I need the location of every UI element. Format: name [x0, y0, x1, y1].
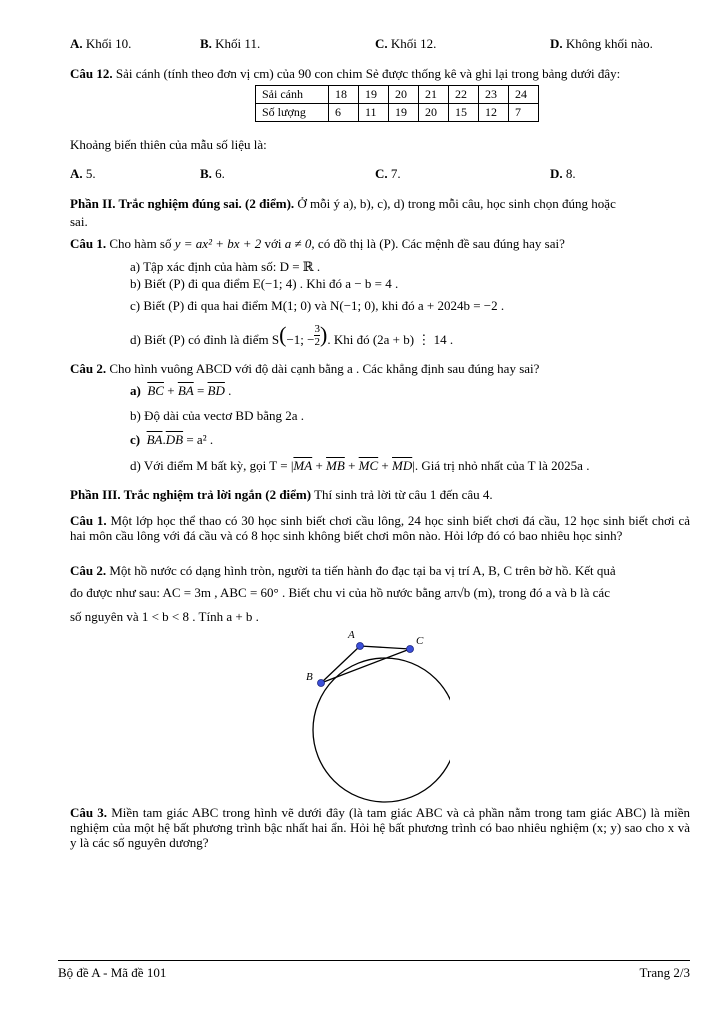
q11-options [70, 36, 670, 54]
part2-instruction-cont: sai. [70, 214, 88, 229]
part2-heading: Phần II. Trắc nghiệm đúng sai. (2 điểm). Ở mỗi ý a), b), c), d) trong mỗi câu, học sinh chọn đúng hoặc [70, 196, 616, 211]
q12-option-d: D. 8. [550, 166, 576, 181]
label-c: C [416, 635, 424, 647]
table-cell: 6 [329, 104, 359, 122]
table-header-cell: Số lượng [256, 104, 329, 122]
q11-option-a: A. Khối 10. [70, 36, 132, 51]
q11-option-b: B. Khối 11. [200, 36, 261, 51]
footer-divider [58, 960, 690, 961]
part2-q2-a: a) $\overline{BC} + \overline{BA} = \overline{BD}$ . [130, 383, 232, 398]
fraction: $\frac{3}{2}$ [314, 322, 320, 348]
table-cell: 11 [359, 104, 389, 122]
segment-bc [321, 649, 410, 683]
q12-option-a: A. 5. [70, 166, 96, 181]
point-c [407, 646, 414, 653]
q12-question: Khoảng biến thiên của mẫu số liệu là: [70, 137, 267, 152]
part2-q2-b: b) Độ dài của vectơ BD bằng 2a . [130, 408, 305, 423]
table-cell: 15 [449, 104, 479, 122]
table-row [256, 104, 539, 122]
part3-q2-line3: số nguyên và 1 < b < 8 . Tính a + b . [70, 609, 259, 624]
part2-q2-d: d) Với điểm M bất kỳ, gọi $T = |\overline{MA} + \overline{MB} + \overline{MC} + \overline{MD}|$. Giá trị nhỏ nhất của T là 2025a . [130, 458, 590, 473]
part3-q2-line2: đo được như sau: AC = 3m , ABC = 60° . Biết chu vi của hồ nước bằng aπ√b (m), trong đó a và b là các [70, 585, 610, 600]
label-b: B [306, 671, 313, 683]
footer-left: Bộ đề A - Mã đề 101 [58, 965, 167, 980]
q11-option-c: C. Khối 12. [375, 36, 437, 51]
table-header-cell: Sải cánh [256, 86, 329, 104]
point-a [357, 643, 364, 650]
table-cell: 23 [479, 86, 509, 104]
part2-q1-stem: Câu 1. Cho hàm số y = ax² + bx + 2 với a ≠ 0, có đồ thị là (P). Các mệnh đề sau đúng hay sai? [70, 236, 565, 251]
table-cell: 22 [449, 86, 479, 104]
q12-options [70, 166, 670, 184]
q12-data-table [255, 85, 539, 122]
part3-heading: Phần III. Trắc nghiệm trả lời ngắn (2 điểm) Thí sinh trả lời từ câu 1 đến câu 4. [70, 487, 493, 502]
table-cell: 19 [389, 104, 419, 122]
part2-q1-d: d) Biết (P) có đỉnh là điểm S(−1; − $\frac{3}{2}$ ). Khi đó (2a + b) ⋮ 14 . [130, 322, 454, 348]
part3-q3: Câu 3. Miền tam giác ABC trong hình vẽ dưới đây (là tam giác ABC và cả phần nằm trong tam giác ABC) là miền nghiệm của một hệ bất phương trình bậc nhất hai ẩn. Hỏi hệ bất phương trình có bao nhiêu nghiệm (x; y) sao cho x và y là các số nguyên dương? [70, 805, 690, 850]
q12-option-c: C. 7. [375, 166, 401, 181]
segment-ac [360, 646, 410, 649]
point-b [318, 680, 325, 687]
q12-stem: Câu 12. Sải cánh (tính theo đơn vị cm) của 90 con chim Sẻ được thống kê và ghi lại trong bảng dưới đây: [70, 66, 621, 81]
table-cell: 18 [329, 86, 359, 104]
lake-circle [313, 658, 450, 802]
table-cell: 12 [479, 104, 509, 122]
table-row [256, 86, 539, 104]
part2-q1-c: c) Biết (P) đi qua hai điểm M(1; 0) và N(−1; 0), khi đó a + 2024b = −2 . [130, 298, 505, 313]
table-cell: 20 [389, 86, 419, 104]
lake-circle-figure [300, 625, 450, 805]
footer-right: Trang 2/3 [639, 965, 690, 980]
table-cell: 7 [509, 104, 539, 122]
part3-q1: Câu 1. Một lớp học thể thao có 30 học sinh biết chơi cầu lông, 24 học sinh biết chơi đá cầu, 12 học sinh biết chơi cả hai môn cầu lông với đá cầu và có 8 học sinh không biết chơi môn nào. Hỏi lớp đó có bao nhiêu học sinh? [70, 513, 690, 543]
part2-q2-c: c) $\overline{BA}.\overline{DB} = a^2$ . [130, 432, 214, 447]
part2-q1-b: b) Biết (P) đi qua điểm E(−1; 4) . Khi đó a − b = 4 . [130, 276, 399, 291]
part2-q1-a: a) Tập xác định của hàm số: D = ℝ . [130, 259, 321, 274]
part2-q2-stem: Câu 2. Cho hình vuông ABCD với độ dài cạnh bằng a . Các khẳng định sau đúng hay sai? [70, 361, 540, 376]
q12-option-b: B. 6. [200, 166, 225, 181]
table-cell: 24 [509, 86, 539, 104]
table-cell: 20 [419, 104, 449, 122]
table-cell: 19 [359, 86, 389, 104]
label-a: A [348, 629, 355, 641]
table-cell: 21 [419, 86, 449, 104]
part3-q2-line1: Câu 2. Một hồ nước có dạng hình tròn, người ta tiến hành đo đạc tại ba vị trí A, B, C trên bờ hồ. Kết quả [70, 563, 616, 578]
q11-option-d: D. Không khối nào. [550, 36, 653, 51]
